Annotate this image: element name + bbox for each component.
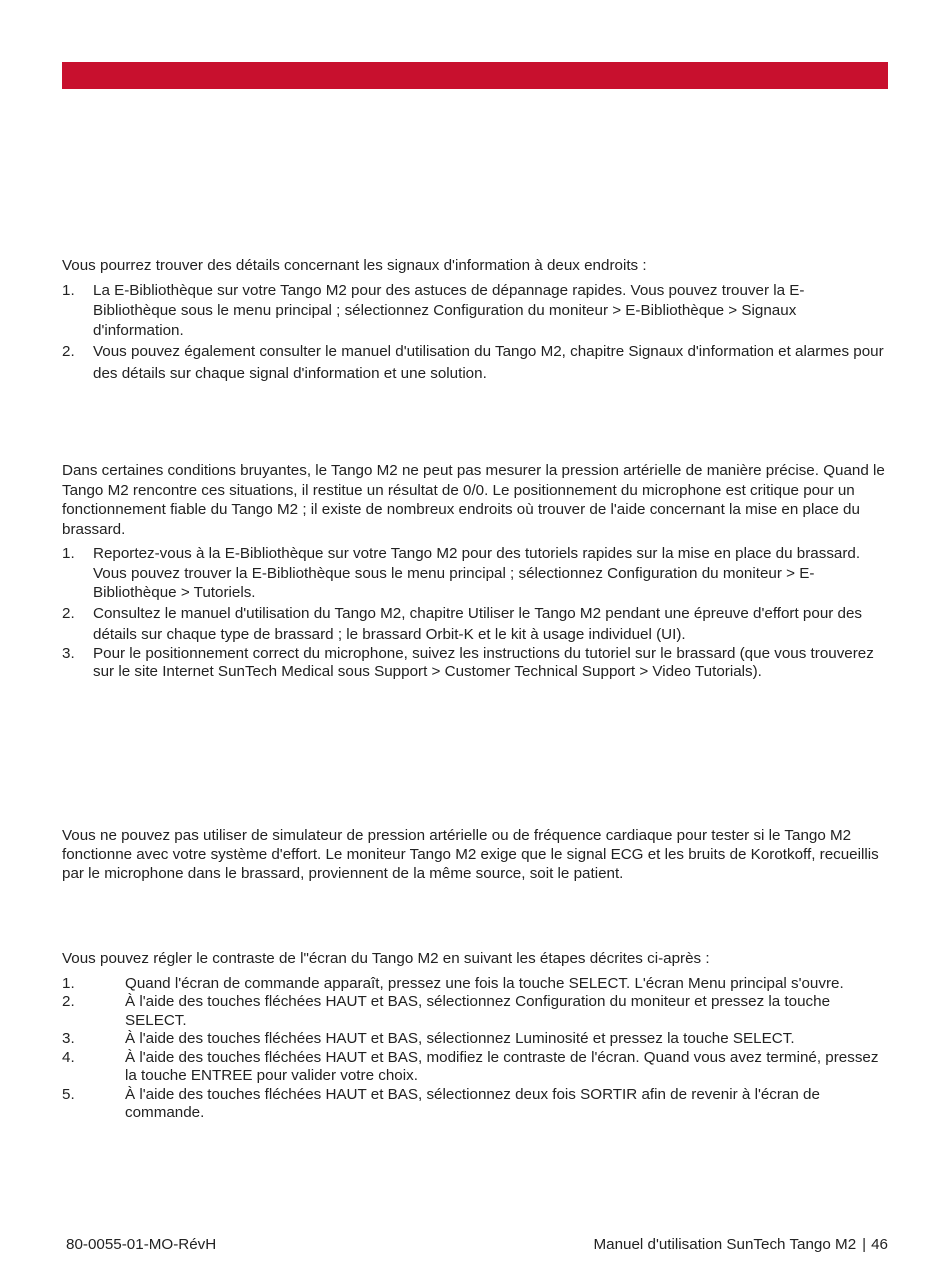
zero-reading-section [62,461,888,682]
list-number: 1. [62,282,75,299]
list-text: Vous pouvez également consulter le manuel d'utilisation du Tango M2, chapitre Signaux d'information et alarmes pour des détails sur chaque signal d'information et une solution. [93,343,884,382]
list-text: Quand l'écran de commande apparaît, pressez une fois la touche SELECT. L'écran Menu principal s'ouvre. [125,974,844,992]
info-signals-intro: Vous pourrez trouver des détails concernant les signaux d'information à deux endroits : [62,257,647,274]
list-item [62,1030,888,1049]
list-number: 2. [62,343,75,360]
list-number: 3. [62,1030,75,1047]
list-number: 1. [62,974,75,992]
list-item [62,1086,888,1123]
list-text: À l'aide des touches fléchées HAUT et BAS, sélectionnez Configuration du moniteur et pressez la touche SELECT. [125,993,831,1029]
list-number: 3. [62,644,75,662]
list-item [62,645,888,682]
list-text: À l'aide des touches fléchées HAUT et BAS, sélectionnez deux fois SORTIR afin de revenir à l'écran de commande. [125,1085,820,1121]
contrast-section [62,950,888,1123]
list-item [62,1049,888,1086]
simulator-text: Vous ne pouvez pas utiliser de simulateur de pression artérielle ou de fréquence cardiaque pour tester si le Tango M2 fonctionne avec votre système d'effort. Le moniteur Tango M2 exige que le signal ECG et les bruits de Korotkoff, recueillis par le microphone dans le brassard, proviennent de la même source, soit le patient. [62,827,879,882]
header-accent-bar [62,62,888,89]
simulator-section [62,826,888,883]
list-number: 2. [62,604,75,622]
list-number: 4. [62,1048,75,1066]
list-item [62,544,888,603]
list-item [62,281,888,341]
list-text: À l'aide des touches fléchées HAUT et BAS, sélectionnez Luminosité et pressez la touche SELECT. [125,1030,795,1047]
list-text: Pour le positionnement correct du microphone, suivez les instructions du tutoriel sur le brassard (que vous trouverez sur le site Internet SunTech Medical sous Support > Customer Technical Support > Video Tutorials). [93,644,874,680]
footer-doc-code: 80-0055-01-MO-RévH [66,1236,217,1253]
list-text: À l'aide des touches fléchées HAUT et BAS, modifiez le contraste de l'écran. Quand vous avez terminé, pressez la touche ENTREE pour valider votre choix. [125,1048,879,1084]
footer-manual-title: Manuel d'utilisation SunTech Tango M2 [593,1236,857,1253]
list-text: Consultez le manuel d'utilisation du Tango M2, chapitre Utiliser le Tango M2 pendant une épreuve d'effort pour des détails sur chaque type de brassard ; le brassard Orbit-K et le kit à usage individuel (UI). [93,604,863,643]
list-number: 5. [62,1085,75,1103]
list-item [62,603,888,645]
list-text: Reportez-vous à la E-Bibliothèque sur votre Tango M2 pour des tutoriels rapides sur la mise en place du brassard. Vous pouvez trouver la E-Bibliothèque sous le menu principal ; sélectionnez Configuration du moniteur > E-Bibliothèque > Tutoriels. [93,545,861,601]
list-text: La E-Bibliothèque sur votre Tango M2 pour des astuces de dépannage rapides. Vous pouvez trouver la E-Bibliothèque sous le menu principal ; sélectionnez Configuration du moniteur > E-Bibliothèque > Signaux d'information. [93,282,805,339]
list-item [62,993,888,1030]
info-signals-section [62,256,888,385]
list-item [62,341,888,385]
page-number: 46 [871,1236,888,1253]
footer-page-info [593,1235,888,1255]
list-number: 2. [62,993,75,1010]
contrast-intro: Vous pouvez régler le contraste de l"écran du Tango M2 en suivant les étapes décrites ci-après : [62,950,710,967]
list-number: 1. [62,545,75,562]
zero-reading-intro: Dans certaines conditions bruyantes, le Tango M2 ne peut pas mesurer la pression artérielle de manière précise. Quand le Tango M2 rencontre ces situations, il restitue un résultat de 0/0. Le positionnement du microphone est critique pour un fonctionnement fiable du Tango M2 ; il existe de nombreux endroits où trouver de l'aide concernant la mise en place du brassard. [62,462,885,538]
list-item [62,975,888,994]
footer-separator: | [862,1236,867,1253]
